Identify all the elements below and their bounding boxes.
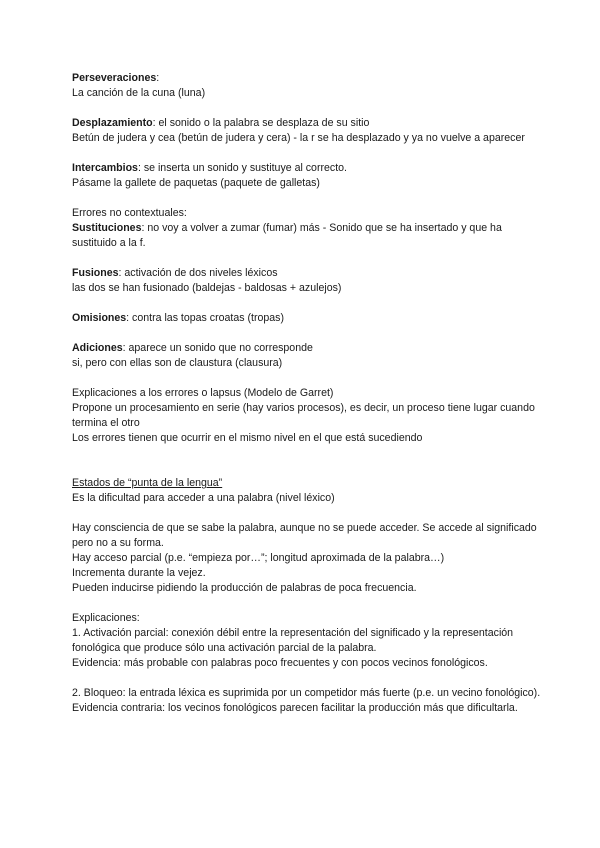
perseveraciones-example: La canción de la cuna (luna): [72, 87, 206, 99]
explicaciones-lapsus-line1: Propone un procesamiento en serie (hay varios procesos), es decir, un proceso tiene lugar cuando termina el otro: [72, 402, 535, 429]
punta-lengua-line-4: Pueden inducirse pidiendo la producción de palabras de poca frecuencia.: [72, 582, 417, 594]
punta-lengua-title: Estados de “punta de la lengua”: [72, 477, 223, 489]
punta-lengua-line-2: Hay acceso parcial (p.e. “empieza por…”; longitud aproximada de la palabra…): [72, 552, 445, 564]
omisiones-heading: Omisiones: [72, 312, 127, 324]
explicaciones-item-2-evidence: Evidencia contraria: los vecinos fonológicos parecen facilitar la producción más que dificultarla.: [72, 702, 518, 714]
adiciones-example: si, pero con ellas son de claustura (clausura): [72, 357, 283, 369]
sustituciones-line: [72, 221, 542, 251]
explicaciones-item-1: 1. Activación parcial: conexión débil entre la representación del significado y la representación fonológica que produce sólo una activación parcial de la palabra.: [72, 627, 514, 654]
adiciones-definition: : aparece un sonido que no corresponde: [122, 342, 313, 354]
adiciones-line: [72, 341, 542, 356]
desplazamiento-line: [72, 116, 542, 131]
fusiones-definition: : activación de dos niveles léxicos: [118, 267, 278, 279]
sustituciones-heading: Sustituciones: [72, 222, 142, 234]
explicaciones-item-1-evidence: Evidencia: más probable con palabras poco frecuentes y con pocos vecinos fonológicos.: [72, 657, 488, 669]
punta-lengua-line-1: Hay consciencia de que se sabe la palabra, aunque no se puede acceder. Se accede al significado pero no a su forma.: [72, 522, 537, 549]
omisiones-definition: : contra las topas croatas (tropas): [126, 312, 284, 324]
explicaciones-title: Explicaciones:: [72, 612, 140, 624]
intercambios-heading: Intercambios: [72, 162, 138, 174]
desplazamiento-example: Betún de judera y cea (betún de judera y cera) - la r se ha desplazado y ya no vuelve a aparecer: [72, 132, 525, 144]
fusiones-line: [72, 266, 542, 281]
omisiones-line: [72, 311, 542, 326]
perseveraciones-heading-line: [72, 71, 542, 86]
document-page: [72, 71, 542, 716]
intercambios-example: Pásame la gallete de paquetas (paquete de galletas): [72, 177, 320, 189]
explicaciones-lapsus-line2: Los errores tienen que ocurrir en el mismo nivel en el que está sucediendo: [72, 432, 423, 444]
perseveraciones-heading: Perseveraciones: [72, 72, 157, 84]
desplazamiento-heading: Desplazamiento: [72, 117, 153, 129]
errores-no-contextuales-title: Errores no contextuales:: [72, 207, 187, 219]
adiciones-heading: Adiciones: [72, 342, 123, 354]
sustituciones-definition: : no voy a volver a zumar (fumar) más - Sonido que se ha insertado y que ha sustituido a la f.: [72, 222, 502, 249]
punta-lengua-line-3: Incrementa durante la vejez.: [72, 567, 206, 579]
intercambios-line: [72, 161, 542, 176]
perseveraciones-colon: :: [156, 72, 160, 84]
explicaciones-lapsus-title: Explicaciones a los errores o lapsus (Modelo de Garret): [72, 387, 334, 399]
desplazamiento-definition: : el sonido o la palabra se desplaza de su sitio: [152, 117, 370, 129]
explicaciones-item-2: 2. Bloqueo: la entrada léxica es suprimida por un competidor más fuerte (p.e. un vecino fonológico).: [72, 687, 541, 699]
fusiones-example: las dos se han fusionado (baldejas - baldosas + azulejos): [72, 282, 342, 294]
punta-lengua-definition: Es la dificultad para acceder a una palabra (nivel léxico): [72, 492, 335, 504]
fusiones-heading: Fusiones: [72, 267, 119, 279]
intercambios-definition: : se inserta un sonido y sustituye al correcto.: [137, 162, 347, 174]
